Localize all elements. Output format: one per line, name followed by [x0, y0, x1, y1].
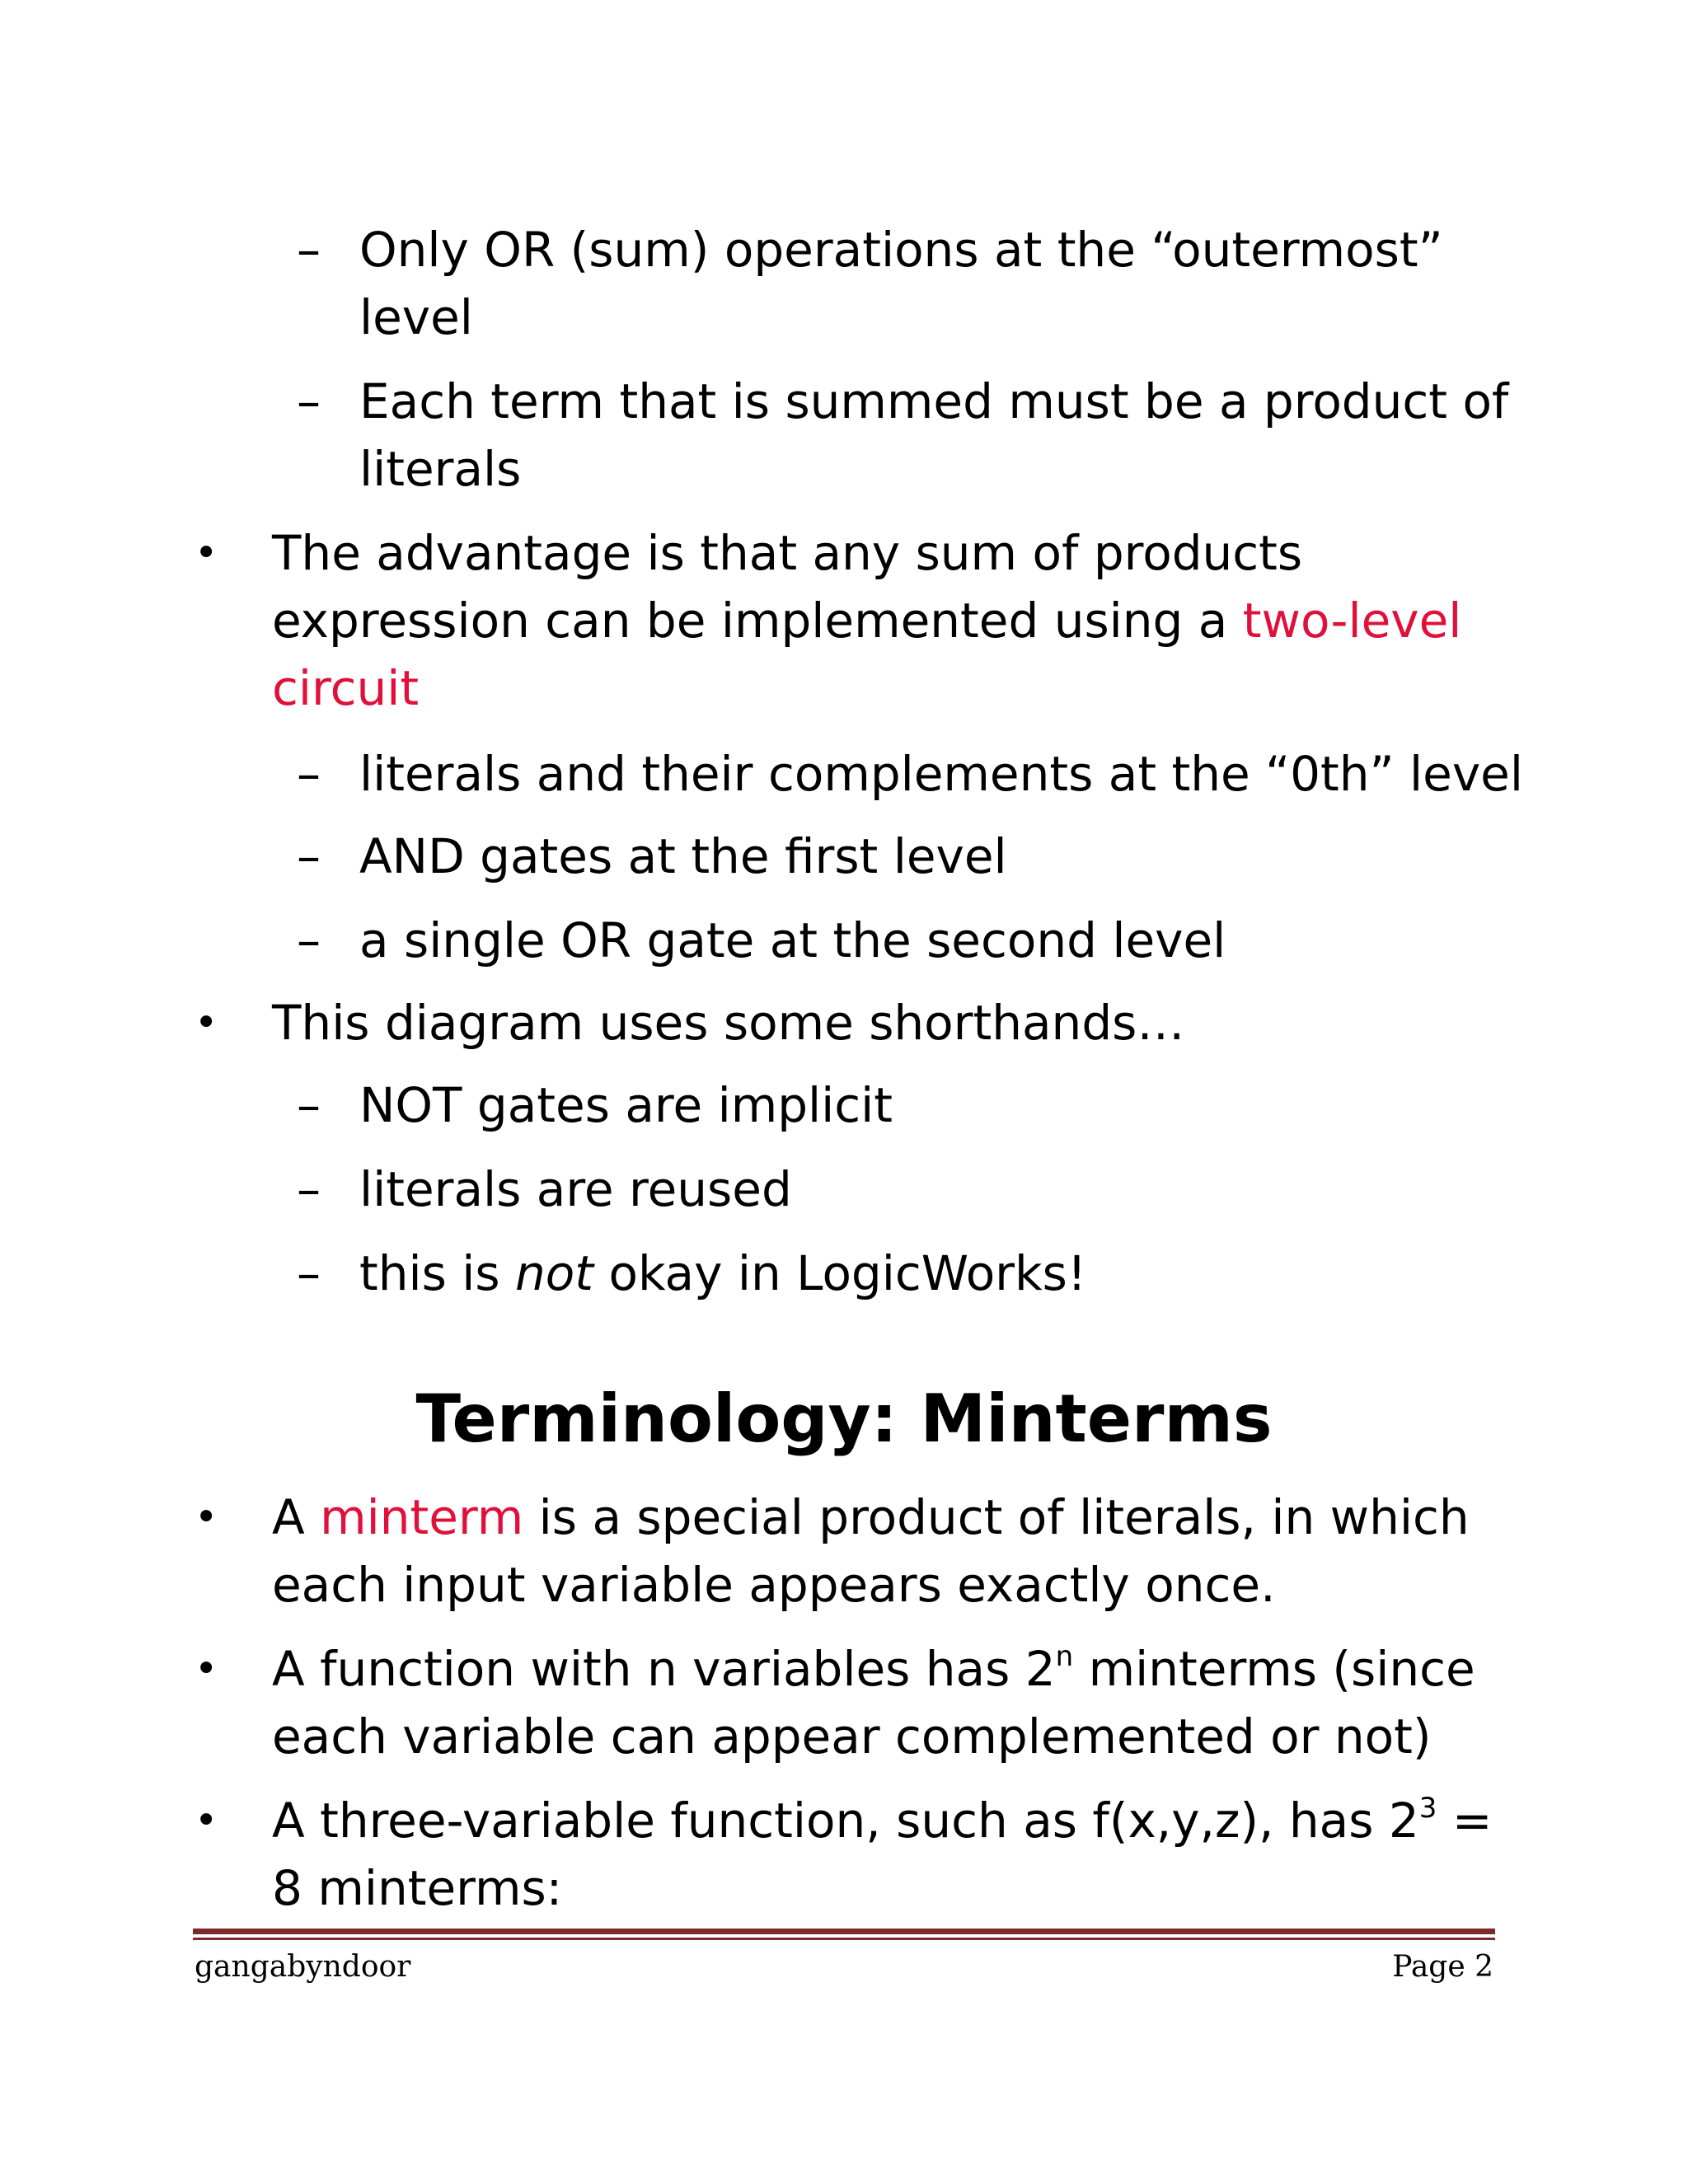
three-variables-line2: 8 minterms:: [272, 1860, 563, 1916]
three-variables-suffix: =: [1437, 1793, 1493, 1849]
minterm-prefix: A: [272, 1489, 321, 1545]
exponent-3: 3: [1418, 1791, 1437, 1825]
dash-marker: –: [297, 1245, 321, 1301]
not-emphasis: not: [515, 1245, 594, 1301]
three-variables-line1: [272, 1792, 1492, 1849]
dash-marker: –: [297, 912, 321, 968]
dash-marker: –: [297, 222, 321, 278]
footer-author: gangabyndoor: [195, 1950, 411, 1984]
section-heading: Terminology: Minterms: [415, 1380, 1273, 1457]
subitem-and-gates: AND gates at the first level: [359, 828, 1007, 884]
not-okay-suffix: okay in LogicWorks!: [593, 1245, 1087, 1301]
advantage-line2: [272, 592, 1461, 649]
subitem-product-line1: Each term that is summed must be a product of: [359, 373, 1509, 429]
n-variables-suffix: minterms (since: [1073, 1641, 1475, 1697]
subitem-not-gates: NOT gates are implicit: [359, 1077, 893, 1133]
not-okay-prefix: this is: [359, 1245, 516, 1301]
bullet-marker: •: [195, 530, 218, 576]
circuit-highlight: circuit: [272, 660, 420, 716]
footer-rule-thin: [193, 1938, 1495, 1940]
minterm-highlight: minterm: [320, 1489, 524, 1545]
subitem-not-okay: [359, 1244, 1086, 1302]
subitem-literals-complements: literals and their complements at the “0th” level: [359, 746, 1523, 802]
subitem-product-line2: literals: [359, 441, 522, 497]
dash-marker: –: [297, 1077, 321, 1133]
exponent-n: n: [1055, 1639, 1074, 1673]
dash-marker: –: [297, 828, 321, 884]
shorthands-line: This diagram uses some shorthands…: [272, 995, 1185, 1051]
minterm-def-line1: [272, 1488, 1470, 1546]
subitem-outermost-line2: level: [359, 289, 473, 345]
n-variables-prefix: A function with n variables has 2: [272, 1641, 1056, 1697]
dash-marker: –: [297, 746, 321, 802]
n-variables-line1: [272, 1640, 1475, 1698]
bullet-marker: •: [195, 1797, 218, 1844]
footer-rule-thick: [193, 1929, 1495, 1934]
advantage-line1: The advantage is that any sum of products: [272, 525, 1303, 581]
n-variables-line2: each variable can appear complemented or not): [272, 1708, 1432, 1765]
subitem-literals-reused: literals are reused: [359, 1161, 792, 1217]
bullet-marker: •: [195, 1494, 218, 1540]
dash-marker: –: [297, 373, 321, 429]
advantage-line2-text: expression can be implemented using a: [272, 593, 1243, 649]
three-variables-prefix: A three-variable function, such as f(x,y,z), has 2: [272, 1793, 1419, 1849]
subitem-or-gate: a single OR gate at the second level: [359, 912, 1226, 968]
bullet-marker: •: [195, 1000, 218, 1046]
page-number: Page 2: [1392, 1950, 1493, 1984]
minterm-suffix: is a special product of literals, in which: [523, 1489, 1470, 1545]
subitem-outermost-line1: Only OR (sum) operations at the “outermost”: [359, 222, 1443, 278]
minterm-def-line2: each input variable appears exactly once.: [272, 1557, 1276, 1613]
two-level-highlight: two-level: [1242, 593, 1462, 649]
dash-marker: –: [297, 1161, 321, 1217]
bullet-marker: •: [195, 1646, 218, 1692]
